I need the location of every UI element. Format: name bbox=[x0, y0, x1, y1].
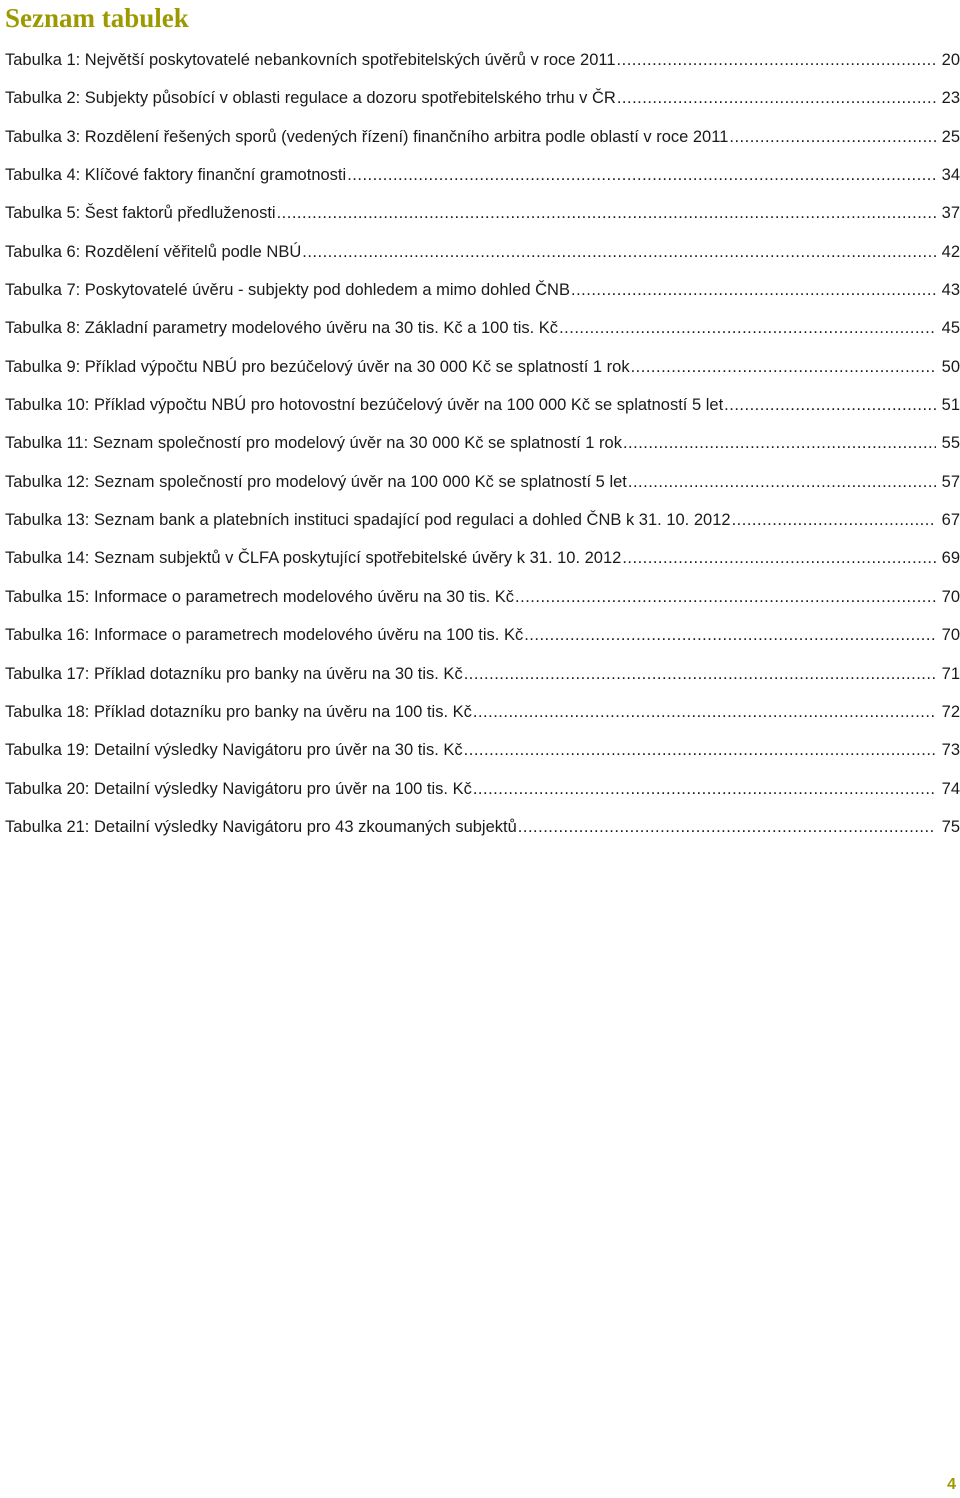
toc-entry[interactable] bbox=[5, 309, 960, 347]
toc-entry-label: Tabulka 3: Rozdělení řešených sporů (vedených řízení) finančního arbitra podle oblastí v roce 2011 bbox=[5, 127, 729, 146]
toc-entry-page: 70 bbox=[941, 587, 960, 606]
toc-entry[interactable] bbox=[5, 156, 960, 194]
toc-entry-label: Tabulka 15: Informace o parametrech modelového úvěru na 30 tis. Kč bbox=[5, 587, 515, 606]
toc-entry-page: 25 bbox=[941, 127, 960, 146]
toc-entry-page: 42 bbox=[941, 242, 960, 261]
toc-entry[interactable] bbox=[5, 463, 960, 501]
toc-entry-page: 23 bbox=[941, 89, 960, 108]
toc-entry[interactable] bbox=[5, 693, 960, 731]
toc-entry[interactable] bbox=[5, 41, 960, 79]
toc-entry-label: Tabulka 2: Subjekty působící v oblasti regulace a dozoru spotřebitelského trhu v ČR bbox=[5, 89, 616, 108]
toc-entry-page: 37 bbox=[941, 204, 960, 223]
dot-leader bbox=[518, 808, 936, 846]
toc-entry-page: 69 bbox=[941, 549, 960, 568]
toc-entry-page: 74 bbox=[941, 779, 960, 798]
toc-entry[interactable] bbox=[5, 194, 960, 232]
dot-leader bbox=[631, 348, 936, 386]
page-number: 4 bbox=[947, 1476, 956, 1493]
dot-leader bbox=[559, 309, 936, 347]
dot-leader bbox=[464, 731, 936, 769]
dot-leader bbox=[473, 693, 936, 731]
toc-entry[interactable] bbox=[5, 271, 960, 309]
dot-leader bbox=[628, 463, 936, 501]
toc-entry-page: 75 bbox=[941, 817, 960, 836]
toc-entry[interactable] bbox=[5, 655, 960, 693]
toc-entry-label: Tabulka 6: Rozdělení věřitelů podle NBÚ bbox=[5, 242, 302, 261]
toc-entry-label: Tabulka 20: Detailní výsledky Navigátoru pro úvěr na 100 tis. Kč bbox=[5, 779, 472, 798]
toc-entry-label: Tabulka 18: Příklad dotazníku pro banky na úvěru na 100 tis. Kč bbox=[5, 702, 472, 721]
toc-entry[interactable] bbox=[5, 118, 960, 156]
toc-entry-label: Tabulka 17: Příklad dotazníku pro banky na úvěru na 30 tis. Kč bbox=[5, 664, 463, 683]
toc-entry-page: 34 bbox=[941, 166, 960, 185]
dot-leader bbox=[622, 539, 936, 577]
toc-entry[interactable] bbox=[5, 79, 960, 117]
toc-entry[interactable] bbox=[5, 424, 960, 462]
dot-leader bbox=[617, 79, 936, 117]
toc-entry-page: 71 bbox=[941, 664, 960, 683]
dot-leader bbox=[724, 386, 936, 424]
dot-leader bbox=[473, 770, 936, 808]
dot-leader bbox=[571, 271, 936, 309]
toc-entry-label: Tabulka 14: Seznam subjektů v ČLFA poskytující spotřebitelské úvěry k 31. 10. 2012 bbox=[5, 549, 622, 568]
toc-entry-label: Tabulka 13: Seznam bank a platebních instituci spadající pod regulaci a dohled ČNB k 31. 10. 2012 bbox=[5, 511, 731, 530]
toc-entry-label: Tabulka 5: Šest faktorů předluženosti bbox=[5, 204, 276, 223]
toc-entry-label: Tabulka 1: Největší poskytovatelé nebankovních spotřebitelských úvěrů v roce 2011 bbox=[5, 51, 616, 69]
toc-entry-page: 50 bbox=[941, 357, 960, 376]
toc-entry-label: Tabulka 21: Detailní výsledky Navigátoru pro 43 zkoumaných subjektů bbox=[5, 817, 517, 836]
toc-entry[interactable] bbox=[5, 578, 960, 616]
toc-entry[interactable] bbox=[5, 770, 960, 808]
toc-entry-page: 20 bbox=[941, 51, 960, 69]
toc-entry-label: Tabulka 12: Seznam společností pro modelový úvěr na 100 000 Kč se splatností 5 let bbox=[5, 472, 627, 491]
toc-entry[interactable] bbox=[5, 808, 960, 846]
toc-entry-label: Tabulka 7: Poskytovatelé úvěru - subjekty pod dohledem a mimo dohled ČNB bbox=[5, 281, 570, 300]
dot-leader bbox=[524, 616, 936, 654]
toc-entry-label: Tabulka 16: Informace o parametrech modelového úvěru na 100 tis. Kč bbox=[5, 626, 524, 645]
toc-entry-page: 45 bbox=[941, 319, 960, 338]
toc-entry-label: Tabulka 8: Základní parametry modelového úvěru na 30 tis. Kč a 100 tis. Kč bbox=[5, 319, 559, 338]
toc-entry[interactable] bbox=[5, 539, 960, 577]
dot-leader bbox=[729, 118, 936, 156]
toc-entry-page: 72 bbox=[941, 702, 960, 721]
toc-entry[interactable] bbox=[5, 501, 960, 539]
page-title: Seznam tabulek bbox=[5, 3, 189, 33]
toc-entry[interactable] bbox=[5, 731, 960, 769]
toc-entry-page: 67 bbox=[941, 511, 960, 530]
dot-leader bbox=[347, 156, 936, 194]
toc-entry[interactable] bbox=[5, 386, 960, 424]
dot-leader bbox=[464, 655, 936, 693]
toc-entry-page: 70 bbox=[941, 626, 960, 645]
toc-entry-page: 51 bbox=[941, 396, 960, 415]
toc-entry[interactable] bbox=[5, 616, 960, 654]
dot-leader bbox=[302, 233, 936, 271]
toc-entry[interactable] bbox=[5, 348, 960, 386]
dot-leader bbox=[617, 41, 936, 79]
toc-entry-page: 57 bbox=[941, 472, 960, 491]
toc-entry-label: Tabulka 10: Příklad výpočtu NBÚ pro hotovostní bezúčelový úvěr na 100 000 Kč se splatností 5 let bbox=[5, 396, 724, 415]
toc-entry-page: 43 bbox=[941, 281, 960, 300]
toc-entry-page: 73 bbox=[941, 741, 960, 760]
dot-leader bbox=[515, 578, 936, 616]
dot-leader bbox=[623, 424, 936, 462]
toc-entry-label: Tabulka 4: Klíčové faktory finanční gramotnosti bbox=[5, 166, 347, 185]
dot-leader bbox=[277, 194, 936, 232]
toc-entry-page: 55 bbox=[941, 434, 960, 453]
toc-entry-label: Tabulka 9: Příklad výpočtu NBÚ pro bezúčelový úvěr na 30 000 Kč se splatností 1 rok bbox=[5, 357, 630, 376]
table-of-contents bbox=[5, 41, 960, 846]
dot-leader bbox=[732, 501, 936, 539]
toc-entry-label: Tabulka 19: Detailní výsledky Navigátoru pro úvěr na 30 tis. Kč bbox=[5, 741, 463, 760]
toc-entry[interactable] bbox=[5, 233, 960, 271]
toc-entry-label: Tabulka 11: Seznam společností pro modelový úvěr na 30 000 Kč se splatností 1 rok bbox=[5, 434, 622, 453]
